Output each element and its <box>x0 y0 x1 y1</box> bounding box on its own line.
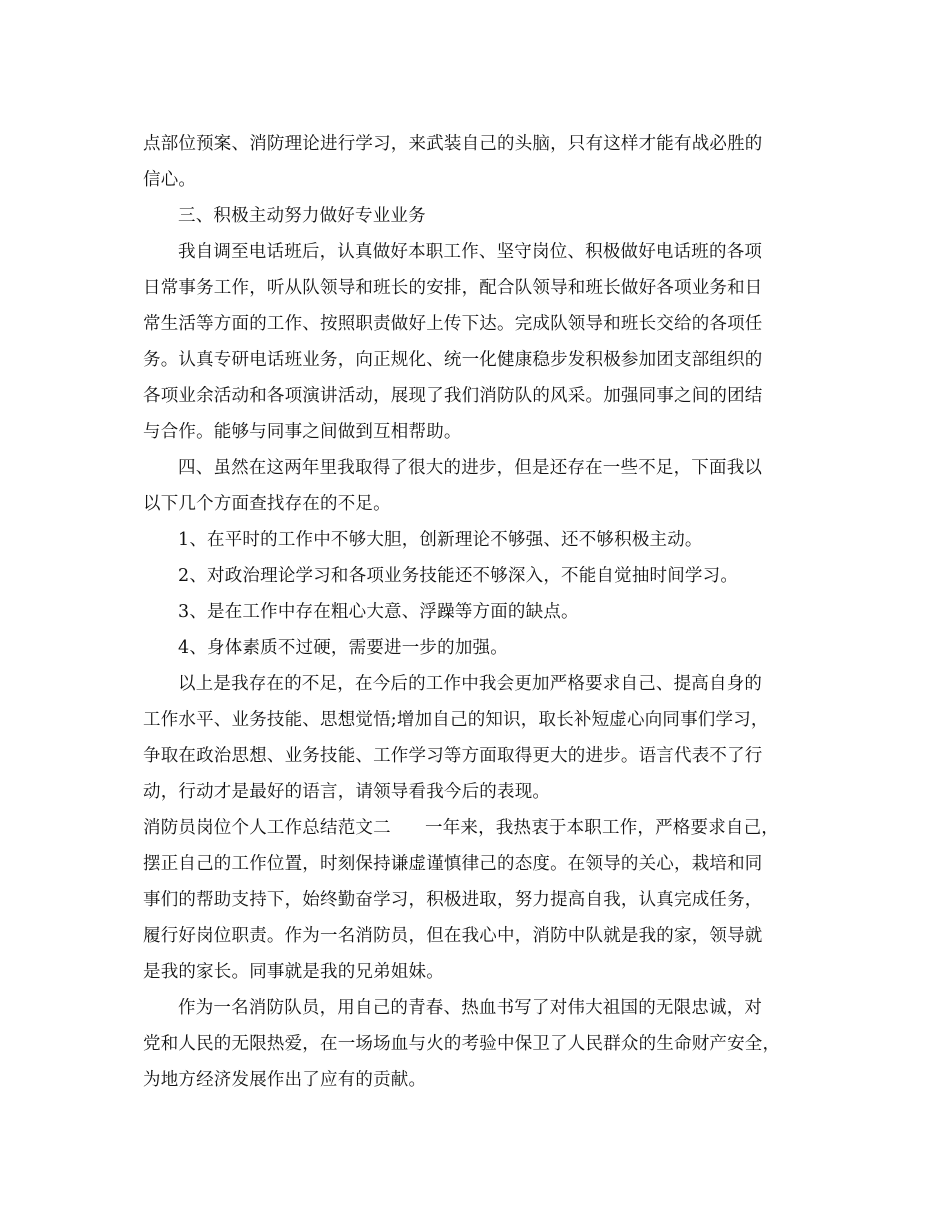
list-item: 1、在平时的工作中不够大胆，创新理论不够强、还不够积极主动。 <box>178 530 703 550</box>
paragraph-line: 是我的家长。同事就是我的兄弟姐妹。 <box>143 962 444 982</box>
list-item: 3、是在工作中存在粗心大意、浮躁等方面的缺点。 <box>178 602 579 622</box>
paragraph-line: 动，行动才是最好的语言，请领导看我今后的表现。 <box>143 782 551 802</box>
list-item: 4、身体素质不过硬，需要进一步的加强。 <box>178 638 508 658</box>
paragraph-line: 务。认真专研电话班业务，向正规化、统一化健康稳步发积极参加团支部组织的 <box>143 350 763 370</box>
paragraph-line: 争取在政治思想、业务技能、工作学习等方面取得更大的进步。语言代表不了行 <box>143 746 763 766</box>
paragraph-line: 工作水平、业务技能、思想觉悟;增加自己的知识，取长补短虚心向同事们学习， <box>143 710 769 730</box>
paragraph-line: 履行好岗位职责。作为一名消防员，但在我心中，消防中队就是我的家，领导就 <box>143 926 763 946</box>
section-heading: 三、积极主动努力做好专业业务 <box>178 206 426 226</box>
paragraph-line: 四、虽然在这两年里我取得了很大的进步，但是还存在一些不足，下面我以 <box>178 458 763 478</box>
paragraph-line: 日常事务工作，听从队领导和班长的安排，配合队领导和班长做好各项业务和日 <box>143 278 763 298</box>
paragraph-line: 作为一名消防队员，用自己的青春、热血书写了对伟大祖国的无限忠诚，对 <box>178 998 763 1018</box>
paragraph-line: 以下几个方面查找存在的不足。 <box>143 494 391 514</box>
paragraph-line: 常生活等方面的工作、按照职责做好上传下达。完成队领导和班长交给的各项任 <box>143 314 763 334</box>
paragraph-line: 我自调至电话班后，认真做好本职工作、坚守岗位、积极做好电话班的各项 <box>178 242 763 262</box>
paragraph-line: 事们的帮助支持下，始终勤奋学习，积极进取，努力提高自我，认真完成任务， <box>143 890 763 910</box>
paragraph-line: 以上是我存在的不足，在今后的工作中我会更加严格要求自己、提高自身的 <box>178 674 763 694</box>
title-paragraph-line <box>143 816 823 840</box>
paragraph-line: 点部位预案、消防理论进行学习，来武装自己的头脑，只有这样才能有战必胜的 <box>143 134 763 154</box>
paragraph-text: 一年来，我热衷于本职工作，严格要求自己， <box>425 818 779 838</box>
paragraph-line: 与合作。能够与同事之间做到互相帮助。 <box>143 422 462 442</box>
paragraph-line: 摆正自己的工作位置，时刻保持谦虚谨慎律己的态度。在领导的关心，栽培和同 <box>143 854 763 874</box>
section-title: 消防员岗位个人工作总结范文二 <box>143 818 391 838</box>
paragraph-line: 党和人民的无限热爱，在一场场血与火的考验中保卫了人民群众的生命财产安全， <box>143 1034 781 1054</box>
paragraph-line: 各项业余活动和各项演讲活动，展现了我们消防队的风采。加强同事之间的团结 <box>143 386 763 406</box>
list-item: 2、对政治理论学习和各项业务技能还不够深入，不能自觉抽时间学习。 <box>178 566 739 586</box>
paragraph-line: 为地方经济发展作出了应有的贡献。 <box>143 1070 427 1090</box>
paragraph-line: 信心。 <box>143 170 197 190</box>
